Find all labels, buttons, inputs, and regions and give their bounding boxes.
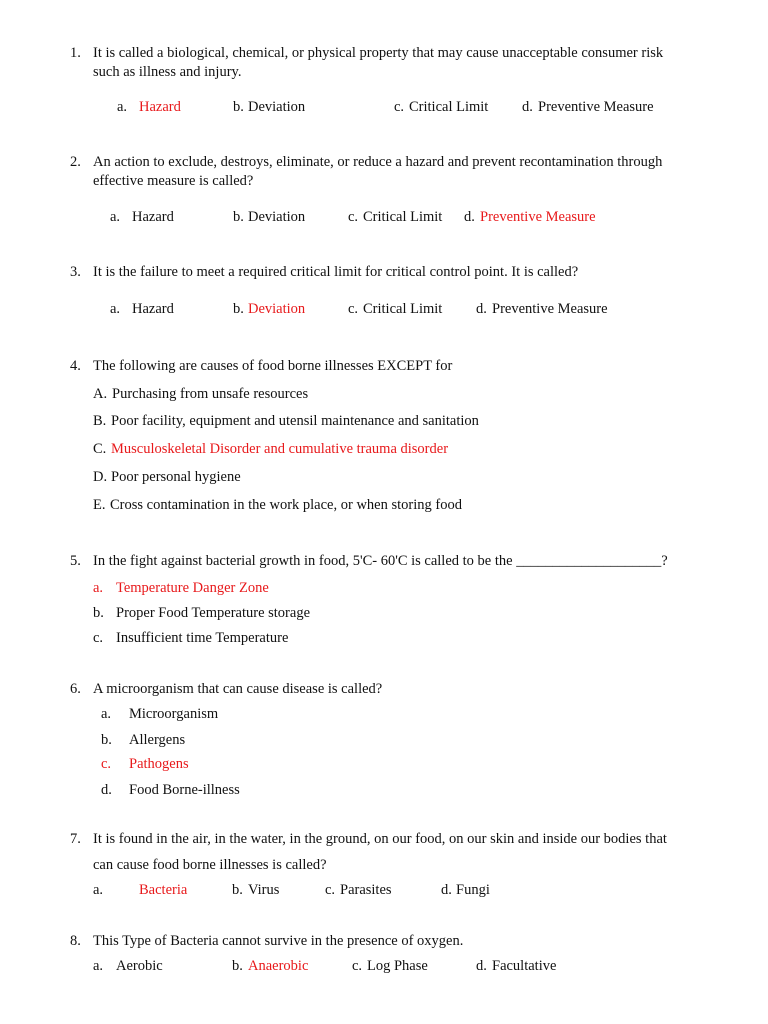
option-text: Facultative <box>492 958 557 974</box>
option-text: Critical Limit <box>363 209 443 225</box>
question-text-line: It is called a biological, chemical, or physical property that may cause unacceptable consumer risk <box>93 45 664 61</box>
option-letter: d. <box>522 99 533 115</box>
option-letter: a. <box>117 99 128 115</box>
option-text: Critical Limit <box>409 99 489 115</box>
option-text: Critical Limit <box>363 301 443 317</box>
option-text: Purchasing from unsafe resources <box>112 386 309 402</box>
question-text-line: It is found in the air, in the water, in the ground, on our food, on our skin and inside our bodies that <box>93 831 667 847</box>
option-letter: c. <box>352 958 363 974</box>
option-text-correct: Preventive Measure <box>480 209 596 225</box>
option-text: Log Phase <box>367 958 428 974</box>
option-letter: b. <box>101 732 112 748</box>
option-text: Hazard <box>132 209 174 225</box>
question-text-line: such as illness and injury. <box>93 64 242 80</box>
question-text-line: An action to exclude, destroys, eliminate, or reduce a hazard and prevent recontamination through <box>93 154 663 170</box>
question-number: 1. <box>70 45 81 61</box>
option-text-correct: Musculoskeletal Disorder and cumulative trauma disorder <box>111 441 449 457</box>
option-letter: b. <box>232 958 243 974</box>
question-number: 6. <box>70 681 81 697</box>
option-letter: c. <box>348 209 359 225</box>
question-number: 7. <box>70 831 81 847</box>
option-text: Proper Food Temperature storage <box>116 605 311 621</box>
option-letter: E. <box>93 497 106 513</box>
option-text: Food Borne-illness <box>129 782 240 798</box>
question-text-line: In the fight against bacterial growth in food, 5'C- 60'C is called to be the ____________________? <box>93 553 668 569</box>
option-text: Preventive Measure <box>538 99 654 115</box>
option-letter: b. <box>233 99 244 115</box>
option-letter: a. <box>101 706 112 722</box>
option-letter: b. <box>232 882 243 898</box>
option-letter: d. <box>476 958 487 974</box>
option-letter: c. <box>394 99 405 115</box>
option-text: Aerobic <box>116 958 163 974</box>
option-text: Deviation <box>248 209 306 225</box>
option-text: Hazard <box>132 301 174 317</box>
option-text: Virus <box>248 882 280 898</box>
option-text: Insufficient time Temperature <box>116 630 289 646</box>
option-text: Fungi <box>456 882 490 898</box>
option-letter: d. <box>476 301 487 317</box>
option-letter: a. <box>110 301 121 317</box>
option-letter: b. <box>233 209 244 225</box>
option-text: Preventive Measure <box>492 301 608 317</box>
option-text: Deviation <box>248 99 306 115</box>
option-letter: d. <box>464 209 475 225</box>
option-text-correct: Deviation <box>248 301 306 317</box>
question-text-line: can cause food borne illnesses is called? <box>93 857 327 873</box>
option-letter: b. <box>233 301 244 317</box>
option-text-correct: Bacteria <box>139 882 188 898</box>
option-letter: b. <box>93 605 104 621</box>
option-text: Poor personal hygiene <box>111 469 241 485</box>
question-text-line: effective measure is called? <box>93 173 254 189</box>
option-letter-correct: c. <box>101 756 112 772</box>
question-text-line: A microorganism that can cause disease is called? <box>93 681 383 697</box>
question-number: 2. <box>70 154 81 170</box>
option-text: Cross contamination in the work place, or when storing food <box>110 497 462 513</box>
option-letter: B. <box>93 413 107 429</box>
question-text-line: This Type of Bacteria cannot survive in the presence of oxygen. <box>93 933 464 949</box>
question-number: 3. <box>70 264 81 280</box>
question-number: 4. <box>70 358 81 374</box>
option-letter-correct: a. <box>93 580 104 596</box>
option-letter: d. <box>101 782 112 798</box>
question-text-line: It is the failure to meet a required critical limit for critical control point. It is called? <box>93 264 579 280</box>
option-letter: D. <box>93 469 108 485</box>
question-number: 5. <box>70 553 81 569</box>
option-text: Poor facility, equipment and utensil maintenance and sanitation <box>111 413 479 429</box>
question-text-line: The following are causes of food borne illnesses EXCEPT for <box>93 358 453 374</box>
option-letter: c. <box>93 630 104 646</box>
option-letter: A. <box>93 386 108 402</box>
option-text: Microorganism <box>129 706 219 722</box>
option-letter: c. <box>325 882 336 898</box>
option-letter: C. <box>93 441 107 457</box>
option-text: Allergens <box>129 732 186 748</box>
option-letter: d. <box>441 882 452 898</box>
option-text: Parasites <box>340 882 392 898</box>
option-letter: c. <box>348 301 359 317</box>
option-letter: a. <box>93 958 104 974</box>
option-text-correct: Temperature Danger Zone <box>116 580 269 596</box>
question-number: 8. <box>70 933 81 949</box>
option-text-correct: Pathogens <box>129 756 189 772</box>
option-letter: a. <box>93 882 104 898</box>
option-text-correct: Hazard <box>139 99 181 115</box>
option-letter: a. <box>110 209 121 225</box>
option-text-correct: Anaerobic <box>248 958 309 974</box>
